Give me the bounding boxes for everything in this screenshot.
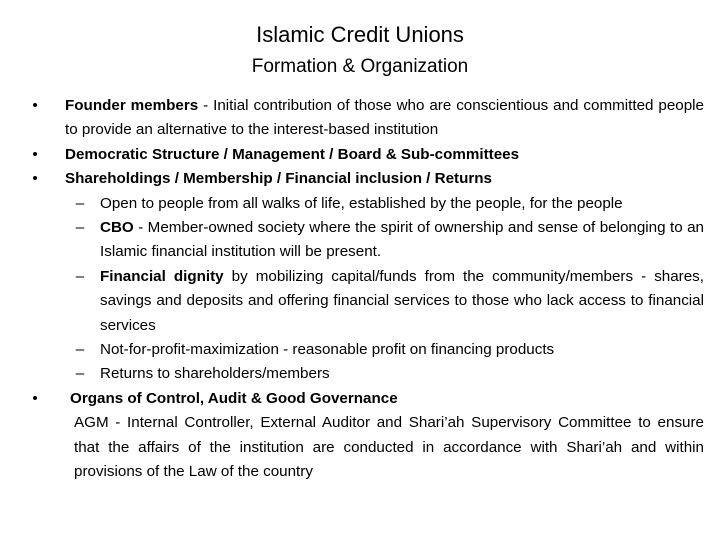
slide-subtitle: Formation & Organization — [251, 56, 469, 77]
bullet-shareholdings — [28, 167, 704, 191]
bullet-label: Democratic Structure / Management / Board & Sub-committees — [65, 145, 520, 163]
dash-icon: – — [75, 194, 85, 212]
dash-icon: – — [75, 219, 85, 237]
bullet-icon: • — [32, 97, 38, 114]
bullet-list — [28, 94, 704, 485]
subitem-open-to-people — [28, 192, 704, 216]
subitem-text: Open to people from all walks of life, established by the people, for the people — [100, 194, 623, 212]
bullet-organs-of-control — [28, 387, 704, 411]
bullet-icon: • — [32, 145, 38, 163]
subitem-text: Returns to shareholders/members — [100, 365, 330, 383]
subitem-cbo — [28, 216, 704, 265]
subitem-text: by mobilizing capital/funds from the community/members - shares, savings and deposits and offering financial services to those who lack access to financial services — [100, 267, 704, 334]
subitem-label: Financial dignity — [100, 267, 224, 285]
bullet-label: Shareholdings / Membership / Financial inclusion / Returns — [65, 170, 493, 188]
subitem-financial-dignity — [28, 265, 704, 338]
bullet-icon: • — [32, 170, 38, 188]
dash-icon: – — [75, 267, 85, 285]
subitem-not-for-profit — [28, 338, 704, 362]
bullet-label: Founder members — [65, 97, 199, 114]
subitem-returns — [28, 362, 704, 386]
bullet-icon: • — [32, 389, 38, 407]
dash-icon: – — [75, 365, 85, 383]
governance-paragraph: AGM - Internal Controller, External Auditor and Shari’ah Supervisory Committee to ensure that the affairs of the institution are conducted in accordance with Shari’ah and within provisions of the Law of the country — [74, 414, 704, 481]
subitem-text: Not-for-profit-maximization - reasonable profit on financing products — [100, 341, 555, 359]
subitem-label: CBO — [100, 219, 134, 237]
bullet-text: - Initial contribution of those who are conscientious and committed people to provide an alternative to the interest-based institution — [65, 97, 704, 139]
subitem-text: - Member-owned society where the spirit of ownership and sense of belonging to an Islamic financial institution will be present. — [100, 219, 704, 261]
slide-title: Islamic Credit Unions — [256, 22, 464, 47]
dash-icon: – — [75, 341, 85, 359]
bullet-democratic-structure — [28, 143, 704, 167]
bullet-founder-members — [28, 94, 704, 143]
bullet-label: Organs of Control, Audit & Good Governance — [70, 389, 398, 407]
